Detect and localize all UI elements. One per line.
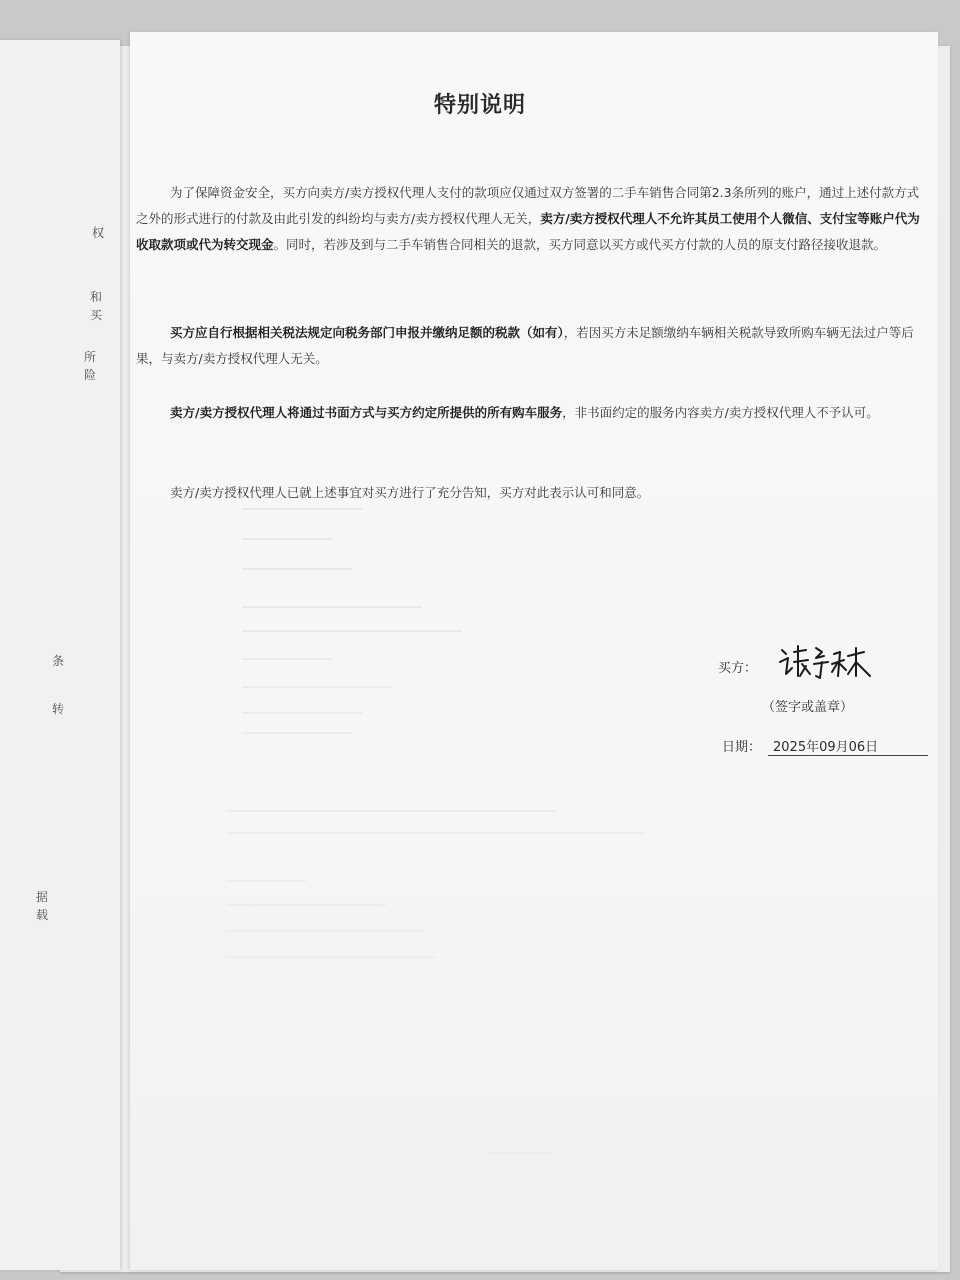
left-fragment: 条 [52,654,65,668]
left-fragment: 和 [90,290,103,304]
paragraph-payment [136,180,922,258]
left-fragment: 载 [36,908,49,922]
left-fragment: 权 [92,226,105,240]
date-value: 2025年09月06日 [773,740,879,755]
handwritten-signature [776,640,876,684]
paragraph-text: 卖方/卖方授权代理人已就上述事宜对买方进行了充分告知，买方对此表示认可和同意。 [170,485,650,500]
document-title: 特别说明 [433,93,526,118]
paragraph-emphasis: 买方应自行根据相关税法规定向税务部门申报并缴纳足额的税款（如有） [170,325,564,340]
left-fragment: 所 [84,350,97,364]
paragraph-acknowledgement [136,480,922,506]
paragraph-text: ，若因买方未足额缴纳车辆相关税款导致所购车辆无法过户等后果，与卖方/卖方授权代理人无关。 [136,325,914,366]
buyer-label: 买方： [718,661,758,676]
paragraph-text: 为了保障资金安全，买方向卖方/卖方授权代理人支付的款项应仅通过双方签署的二手车销售合同第2.3条所列的账户，通过上述付款方式之外的形式进行的付款及由此引发的纠纷均与卖方/卖方授权代理人无关， [136,185,920,226]
paragraph-tax [136,320,922,372]
date-label: 日期： [722,740,762,755]
paragraph-services [136,400,922,426]
paragraph-text: 。同时，若涉及到与二手车销售合同相关的退款，买方同意以买方或代买方付款的人员的原支付路径接收退款。 [273,237,887,252]
date-underline [768,755,928,756]
left-fragment: 转 [52,702,65,716]
paragraph-emphasis: 卖方/卖方授权代理人将通过书面方式与买方约定所提供的所有购车服务 [170,405,563,420]
left-fragment: 险 [84,368,97,382]
left-fragment: 据 [36,890,49,904]
left-sheet [0,40,120,1270]
paragraph-text: ，非书面约定的服务内容卖方/卖方授权代理人不予认可。 [562,405,879,420]
paragraph-emphasis: 卖方/卖方授权代理人不允许其员工使用个人微信、支付宝等账户代为收取款项或代为转交现金 [136,211,920,252]
left-fragment: 买 [90,308,103,322]
signature-note: （签字或盖章） [762,700,854,715]
